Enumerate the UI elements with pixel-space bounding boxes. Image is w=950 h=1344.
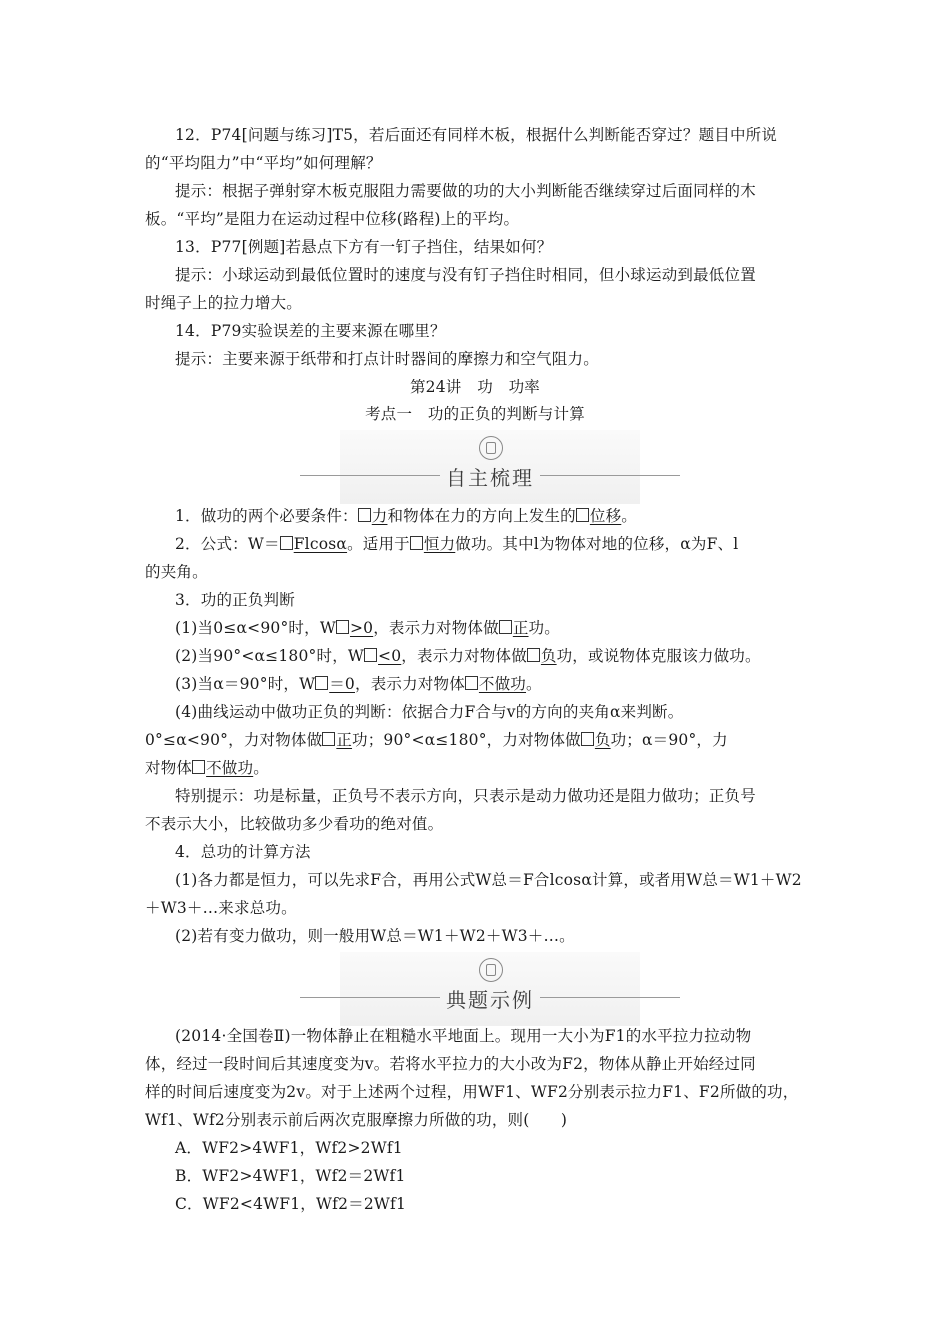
special-note-line2: 不表示大小，比较做功多少看功的绝对值。 (145, 815, 444, 833)
item-4: 4．总功的计算方法 (175, 843, 311, 861)
item-3-1: (1)当0≤α<90°时，W >0，表示力对物体做 正功。 (175, 619, 560, 637)
special-note-line1: 特别提示：功是标量，正负号不表示方向，只表示是动力做功还是阻力做功；正负号 (175, 787, 756, 805)
item-3-2: (2)当90°<α≤180°时，W <0，表示力对物体做 负功，或说物体克服该力做功。 (175, 647, 761, 665)
banner-title: 自主梳理 (446, 466, 534, 490)
q13-hint-line2: 时绳子上的拉力增大。 (145, 294, 303, 312)
q12-line2: 的“平均阻力”中“平均”如何理解？ (145, 154, 382, 172)
item-1: 1．做功的两个必要条件： 力和物体在力的方向上发生的 位移。 (175, 507, 637, 525)
q14-line1: 14．P79实验误差的主要来源在哪里？ (175, 322, 446, 340)
item-2-cont: 的夹角。 (145, 563, 208, 581)
item-3-3: (3)当α＝90°时，W ＝0，表示力对物体 不做功。 (175, 675, 542, 693)
option-c: C．WF2<4WF1，Wf2＝2Wf1 (175, 1195, 407, 1213)
notebook-icon (479, 436, 503, 460)
q12-hint-line1: 提示：根据子弹射穿木板克服阻力需要做的功的大小判断能否继续穿过后面同样的木 (175, 182, 756, 200)
item-2: 2．公式：W＝ Flcosα。适用于 恒力做功。其中l为物体对地的位移，α为F、l (175, 535, 739, 553)
example-line1: (2014·全国卷Ⅱ)一物体静止在粗糙水平地面上。现用一大小为F1的水平拉力拉动物 (175, 1027, 752, 1045)
lecture-title: 第24讲 功 功率 (409, 378, 541, 396)
item-3-4-line1: (4)曲线运动中做功正负的判断：依据合力F合与v的方向的夹角α来判断。 (175, 703, 684, 721)
q13-hint-line1: 提示：小球运动到最低位置时的速度与没有钉子挡住时相同，但小球运动到最低位置 (175, 266, 756, 284)
option-b: B．WF2>4WF1，Wf2＝2Wf1 (175, 1167, 406, 1185)
option-a: A．WF2>4WF1，Wf2>2Wf1 (175, 1139, 403, 1157)
banner-self-review (300, 430, 680, 504)
q13-line1: 13．P77[例题]若悬点下方有一钉子挡住，结果如何？ (175, 238, 553, 256)
item-3-4-line3: 对物体 不做功。 (145, 759, 269, 777)
item-3-4-line2: 0°≤α<90°，力对物体做 正功；90°<α≤180°，力对物体做 负功；α＝90°，力 (145, 731, 728, 749)
q12-hint-line2: 板。“平均”是阻力在运动过程中位移(路程)上的平均。 (145, 210, 520, 228)
banner-example (300, 952, 680, 1026)
bulb-icon (479, 958, 503, 982)
q14-hint-line1: 提示：主要来源于纸带和打点计时器间的摩擦力和空气阻力。 (175, 350, 599, 368)
item-4-2: (2)若有变力做功，则一般用W总＝W1＋W2＋W3＋…。 (175, 927, 575, 945)
example-line2: 体，经过一段时间后其速度变为v。若将水平拉力的大小改为F2，物体从静止开始经过同 (145, 1055, 756, 1073)
item-4-1-line1: (1)各力都是恒力，可以先求F合，再用公式W总＝F合lcosα计算，或者用W总＝W1＋W2 (175, 871, 802, 889)
item-3: 3．功的正负判断 (175, 591, 295, 609)
example-line4: Wf1、Wf2分别表示前后两次克服摩擦力所做的功，则( ) (145, 1111, 568, 1129)
q12-line1: 12．P74[问题与练习]T5，若后面还有同样木板，根据什么判断能否穿过？题目中所说 (175, 126, 778, 144)
section-title: 考点一 功的正负的判断与计算 (365, 405, 585, 423)
banner-title: 典题示例 (446, 988, 534, 1012)
item-4-1-line2: ＋W3＋…来求总功。 (145, 899, 297, 917)
example-line3: 样的时间后速度变为2v。对于上述两个过程，用WF1、WF2分别表示拉力F1、F2所做的功， (145, 1083, 799, 1101)
